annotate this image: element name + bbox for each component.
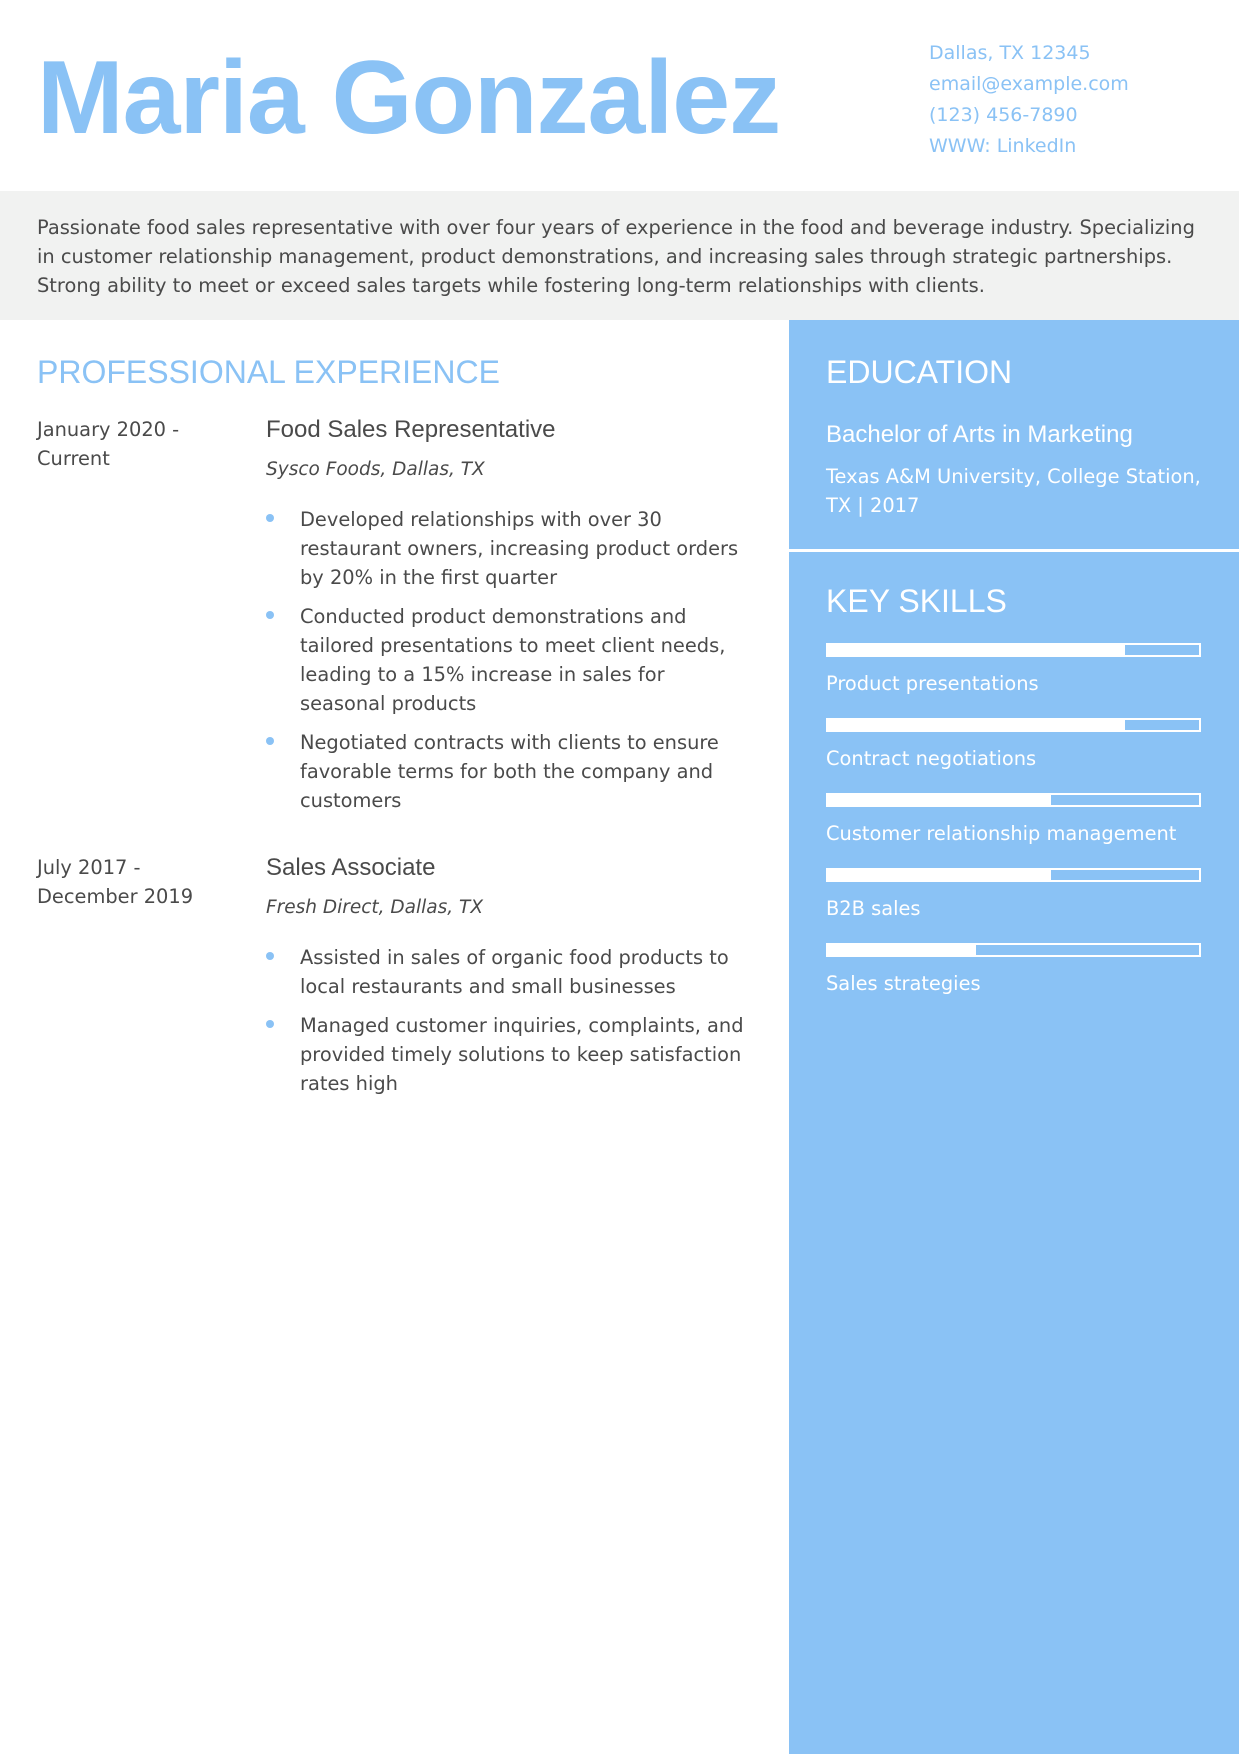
skill-bar	[826, 643, 1201, 657]
job-date: January 2020 - Current	[37, 418, 180, 470]
summary: Passionate food sales representative with over four years of experience in the food and beverage industry. Specializing in customer relationship management, product demonstrations, and increasing sales through strategic partnerships. Strong ability to meet or exceed sales targets while fostering long-term relationships with clients.	[0, 191, 1239, 320]
experience-heading: PROFESSIONAL EXPERIENCE	[37, 354, 500, 390]
skill-bar-fill	[828, 870, 1051, 880]
job-company: Fresh Direct, Dallas, TX	[266, 897, 484, 918]
skill-bar-fill	[828, 795, 1051, 805]
bullet-dot-icon	[266, 737, 274, 745]
education-heading: EDUCATION	[826, 354, 1013, 390]
contact-website[interactable]: WWW: LinkedIn	[929, 135, 1077, 157]
skill-bar	[826, 718, 1201, 732]
contact-location: Dallas, TX 12345	[929, 42, 1091, 64]
experience-column	[0, 320, 789, 1754]
bullet-dot-icon	[266, 1020, 274, 1028]
job-title: Food Sales Representative	[266, 416, 556, 443]
contact-email[interactable]: email@example.com	[929, 73, 1129, 95]
skill-label: Contract negotiations	[826, 747, 1037, 770]
education-school: Texas A&M University, College Station, TX | 2017	[826, 465, 1201, 517]
education-degree: Bachelor of Arts in Marketing	[826, 421, 1133, 448]
job-date: July 2017 - December 2019	[37, 856, 194, 908]
job-bullet: Negotiated contracts with clients to ensure favorable terms for both the company and customers	[266, 728, 756, 815]
job-title: Sales Associate	[266, 854, 436, 881]
header	[0, 0, 1239, 191]
skill-bar	[826, 868, 1201, 882]
skill-label: B2B sales	[826, 897, 921, 920]
skills-heading: KEY SKILLS	[826, 583, 1007, 619]
skill-label: Customer relationship management	[826, 822, 1177, 845]
job-bullet: Conducted product demonstrations and tailored presentations to meet client needs, leading to a 15% increase in sales for seasonal products	[266, 602, 756, 718]
skill-bar	[826, 793, 1201, 807]
bullet-dot-icon	[266, 611, 274, 619]
contact-info	[929, 38, 1129, 162]
sidebar	[789, 320, 1239, 1754]
skill-bar-fill	[828, 720, 1125, 730]
candidate-name: Maria Gonzalez	[37, 40, 781, 156]
job-bullets	[266, 505, 756, 825]
bullet-dot-icon	[266, 952, 274, 960]
bullet-dot-icon	[266, 514, 274, 522]
job-bullet: Developed relationships with over 30 restaurant owners, increasing product orders by 20% in the first quarter	[266, 505, 756, 592]
contact-phone[interactable]: (123) 456-7890	[929, 104, 1078, 126]
job-bullet: Managed customer inquiries, complaints, and provided timely solutions to keep satisfaction rates high	[266, 1011, 756, 1098]
skill-label: Sales strategies	[826, 972, 981, 995]
skill-label: Product presentations	[826, 672, 1039, 695]
job-bullets	[266, 943, 756, 1108]
job-company: Sysco Foods, Dallas, TX	[266, 459, 485, 480]
sidebar-divider	[789, 549, 1239, 552]
job-bullet: Assisted in sales of organic food products to local restaurants and small businesses	[266, 943, 756, 1001]
skill-bar	[826, 943, 1201, 957]
skill-bar-fill	[828, 645, 1125, 655]
skill-bar-fill	[828, 945, 976, 955]
